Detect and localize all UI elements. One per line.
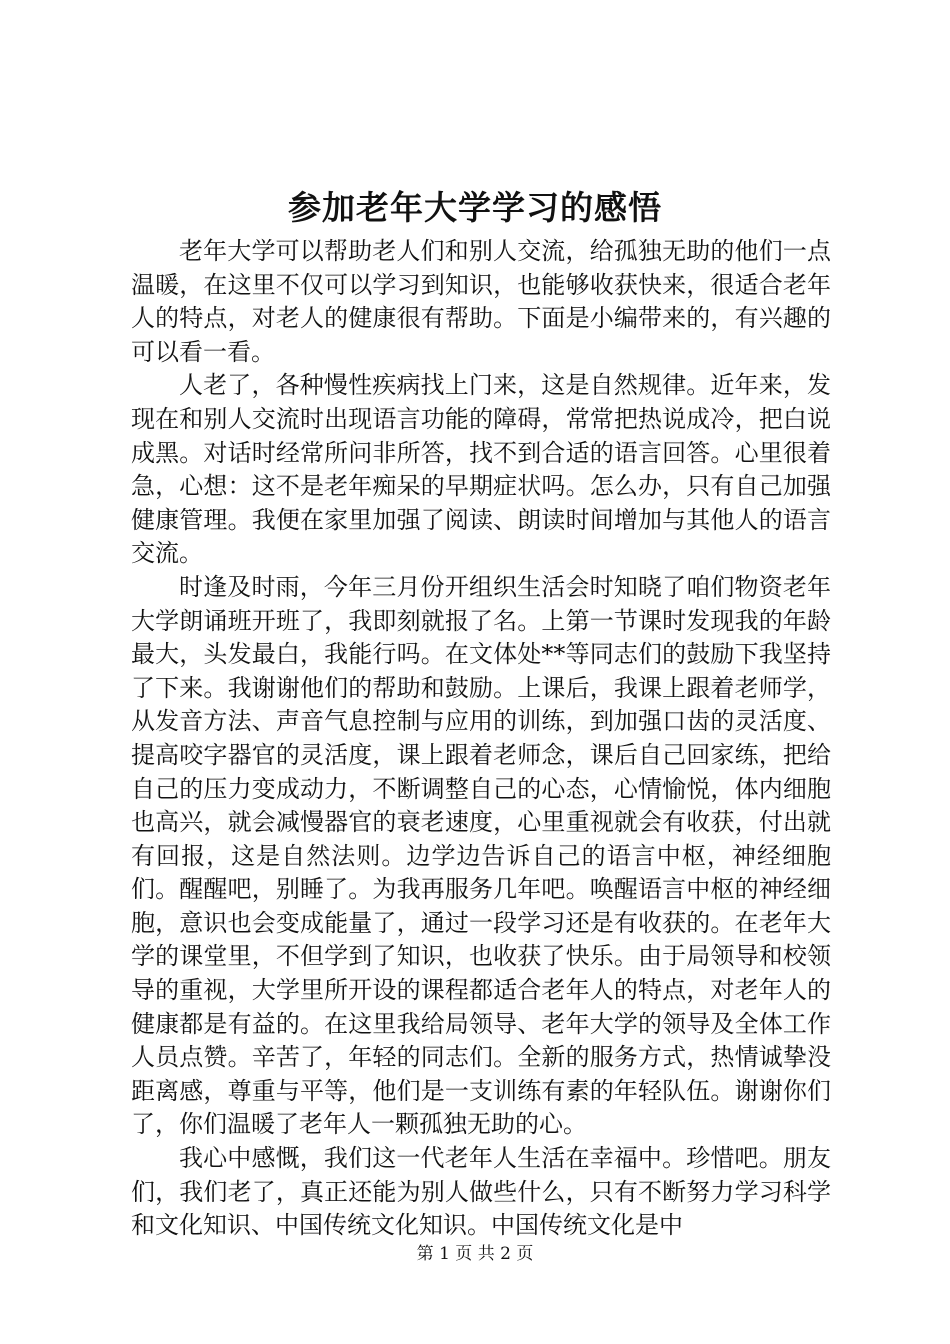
page-footer: 第 1 页 共 2 页 (416, 1244, 534, 1264)
paragraph: 人老了，各种慢性疾病找上门来，这是自然规律。近年来，发现在和别人交流时出现语言功能的障碍，常常把热说成冷，把白说成黑。对话时经常所问非所答，找不到合适的语言回答。心里很着急，心想：这不是老年痴呆的早期症状吗。怎么办，只有自己加强健康管理。我便在家里加强了阅读、朗读时间增加与其他人的语言交流。 (131, 371, 831, 568)
paragraph: 我心中感慨，我们这一代老年人生活在幸福中。珍惜吧。朋友们，我们老了，真正还能为别人做些什么，只有不断努力学习科学和文化知识、中国传统文化知识。中国传统文化是中 (131, 1144, 831, 1240)
paragraph: 时逢及时雨，今年三月份开组织生活会时知晓了咱们物资老年大学朗诵班开班了，我即刻就报了名。上第一节课时发现我的年龄最大，头发最白，我能行吗。在文体处**等同志们的鼓励下我坚持了下来。我谢谢他们的帮助和鼓励。上课后，我课上跟着老师学，从发音方法、声音气息控制与应用的训练，到加强口齿的灵活度、提高咬字器官的灵活度，课上跟着老师念，课后自己回家练，把给自己的压力变成动力，不断调整自己的心态，心情愉悦，体内细胞也高兴，就会减慢器官的衰老速度，心里重视就会有收获，付出就有回报，这是自然法则。边学边告诉自己的语言中枢，神经细胞们。醒醒吧，别睡了。为我再服务几年吧。唤醒语言中枢的神经细胞，意识也会变成能量了，通过一段学习还是有收获的。在老年大学的课堂里，不但学到了知识，也收获了快乐。由于局领导和校领导的重视，大学里所开设的课程都适合老年人的特点，对老年人的健康都是有益的。在这里我给局领导、老年大学的领导及全体工作人员点赞。辛苦了，年轻的同志们。全新的服务方式，热情诚挚没距离感，尊重与平等，他们是一支训练有素的年轻队伍。谢谢你们了，你们温暖了老年人一颗孤独无助的心。 (131, 572, 831, 1139)
document-body (131, 235, 831, 1243)
document-title: 参加老年大学学习的感悟 (288, 188, 662, 227)
paragraph: 老年大学可以帮助老人们和别人交流，给孤独无助的他们一点温暖，在这里不仅可以学习到知识，也能够收获快来，很适合老年人的特点，对老人的健康很有帮助。下面是小编带来的，有兴趣的可以看一看。 (131, 237, 831, 366)
